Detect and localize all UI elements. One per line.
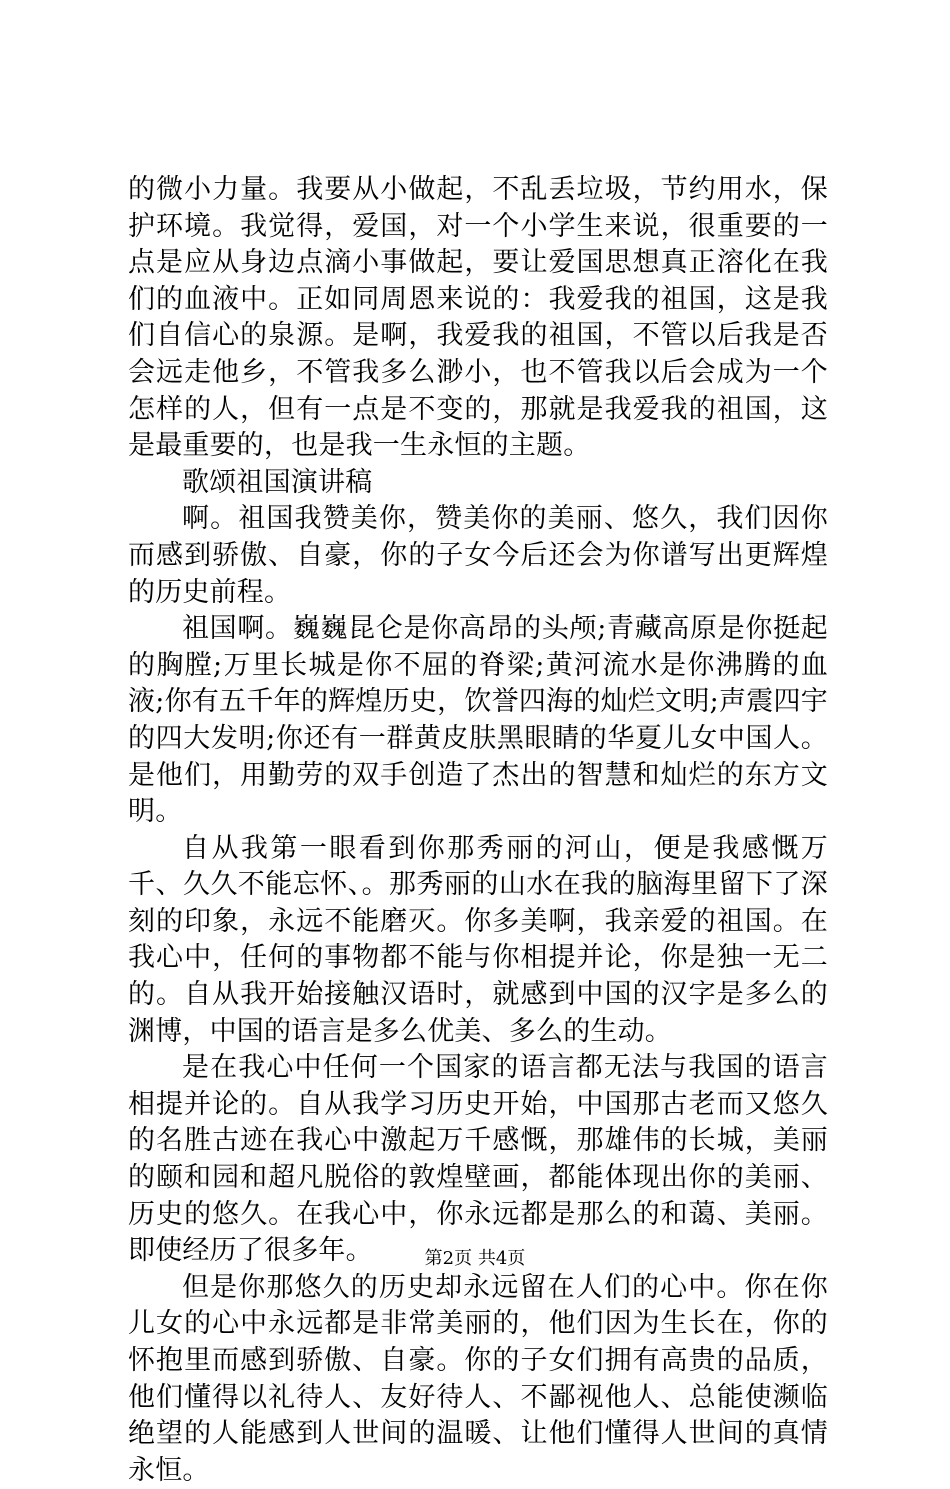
paragraph: 但是你那悠久的历史却永远留在人们的心中。你在你儿女的心中永远都是非常美丽的，他们因为生长在，你的怀抱里而感到骄傲、自豪。你的子女们拥有高贵的品质，他们懂得以礼待人、友好待人、不鄙视他人、总能使濒临绝望的人能感到人世间的温暖、让他们懂得人世间的真情永恒。 <box>128 1271 828 1486</box>
paragraph: 祖国啊。巍巍昆仑是你高昂的头颅;青藏高原是你挺起的胸膛;万里长城是你不屈的脊梁;黄河流水是你沸腾的血液;你有五千年的辉煌历史，饮誉四海的灿烂文明;声震四宇的四大发明;你还有一群黄皮肤黑眼睛的华夏儿女中国人。是他们，用勤劳的双手创造了杰出的智慧和灿烂的东方文明。 <box>128 613 828 828</box>
page-number-footer: 第2页 共4页 <box>424 1248 526 1269</box>
paragraph: 是在我心中任何一个国家的语言都无法与我国的语言相提并论的。自从我学习历史开始，中国那古老而又悠久的名胜古迹在我心中激起万千感慨，那雄伟的长城，美丽的颐和园和超凡脱俗的敦煌壁画，都能体现出你的美丽、历史的悠久。在我心中，你永远都是那么的和蔼、美丽。即使经历了很多年。 <box>128 1052 828 1267</box>
paragraph: 自从我第一眼看到你那秀丽的河山，便是我感慨万千、久久不能忘怀、。那秀丽的山水在我的脑海里留下了深刻的印象，永远不能磨灭。你多美啊，我亲爱的祖国。在我心中，任何的事物都不能与你相提并论，你是独一无二的。自从我开始接触汉语时，就感到中国的汉字是多么的渊博，中国的语言是多么优美、多么的生动。 <box>128 832 828 1047</box>
document-body <box>128 172 828 1489</box>
paragraph-continuation: 的微小力量。我要从小做起，不乱丢垃圾，节约用水，保护环境。我觉得，爱国，对一个小学生来说，很重要的一点是应从身边点滴小事做起，要让爱国思想真正溶化在我们的血液中。正如同周恩来说的：我爱我的祖国，这是我们自信心的泉源。是啊，我爱我的祖国，不管以后我是否会远走他乡，不管我多么渺小，也不管我以后会成为一个怎样的人，但有一点是不变的，那就是我爱我的祖国，这是最重要的，也是我一生永恒的主题。 <box>128 174 828 462</box>
paragraph: 啊。祖国我赞美你，赞美你的美丽、悠久，我们因你而感到骄傲、自豪，你的子女今后还会为你谱写出更辉煌的历史前程。 <box>128 503 828 608</box>
speech-title: 歌颂祖国演讲稿 <box>182 466 373 498</box>
